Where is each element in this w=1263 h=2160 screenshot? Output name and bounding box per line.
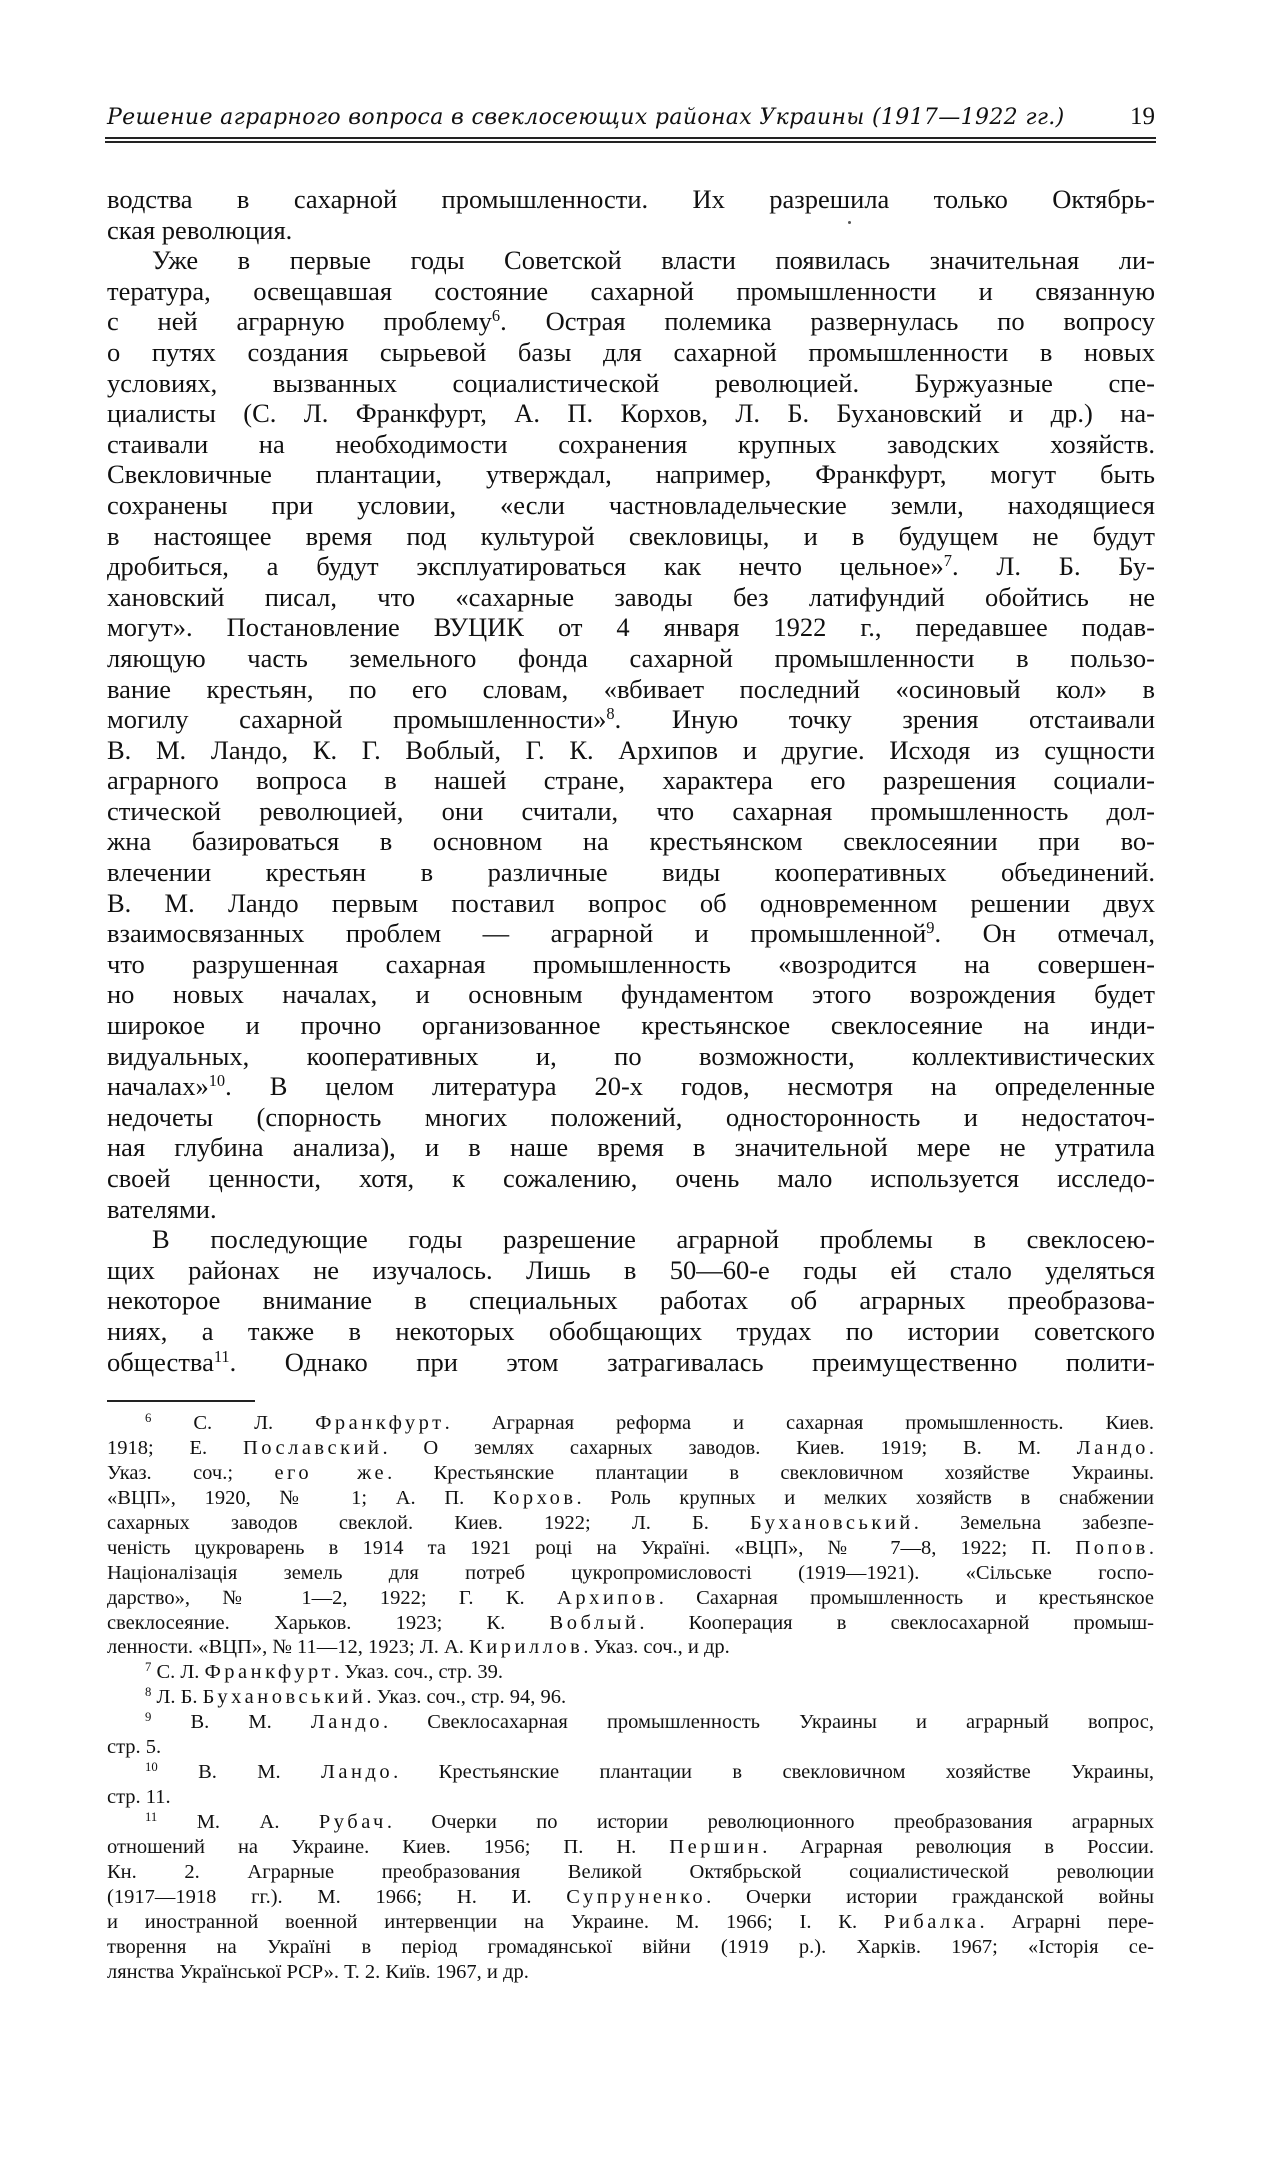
text-line: своей ценности, хотя, к сожалению, очень мало используется исследо- [107, 1163, 1155, 1193]
text-line: могут». Постановление ВУЦИК от 4 января 1922 г., передавшее подав- [107, 612, 1155, 643]
text-line: ниях, а также в некоторых обобщающих трудах по истории советского [107, 1315, 1155, 1346]
text-line: ская революция. [107, 214, 293, 245]
text-fragment: С. Л. [156, 1661, 205, 1684]
text-fragment: . Роль крупных и мелких хозяйств в снабжении [576, 1486, 1154, 1509]
text-fragment: ленности. «ВЦП», № 11—12, 1923; Л. А. [107, 1636, 470, 1659]
footnote-line: стр. 11. [107, 1786, 171, 1809]
text-line: жна базироваться в основном на крестьянском свеклосеянии при во- [107, 826, 1155, 857]
text-line: что разрушенная сахарная промышленность «возродится на совершен- [107, 948, 1155, 979]
author-name: Воблый [549, 1611, 640, 1634]
author-name: Супруненко [566, 1885, 707, 1908]
footnote-8 [107, 1685, 1154, 1710]
footnote-ref: 6 [491, 306, 501, 326]
footnote-6 [107, 1411, 1154, 1436]
text-fragment: и иностранной военной интервенции на Украине. М. 1966; І. К. [107, 1910, 884, 1933]
text-fragment: . В целом литература 20-х годов, несмотря на определенные [225, 1071, 1155, 1102]
text-fragment: началах» [107, 1071, 209, 1102]
text-fragment: . Сахарная промышленность и крестьянское [658, 1586, 1154, 1609]
text-fragment: 1918; Е. [107, 1436, 243, 1459]
text-line: широкое и прочно организованное крестьянское свеклосеяние на инди- [107, 1010, 1155, 1041]
text-line: В последующие годы разрешение аграрной проблемы в свеклосею- [152, 1224, 1155, 1255]
text-line: недочеты (спорность многих положений, односторонность и недостаточ- [107, 1101, 1155, 1132]
text-fragment: взаимосвязанных проблем — аграрной и промышленной [107, 918, 927, 949]
text-line: некоторое внимание в специальных работах об аграрных преобразова- [107, 1285, 1155, 1316]
text-line: щих районах не изучалось. Лишь в 50—60-е годы ей стало уделяться [107, 1254, 1155, 1285]
text-fragment: . Аграрная реформа и сахарная промышленность. Киев. [444, 1412, 1155, 1434]
footnote-ref: 8 [606, 704, 615, 724]
text-fragment: дарство», № 1—2, 1922; Г. К. [107, 1586, 558, 1609]
text-fragment: . Очерки по истории революционного преобразования аграрных [386, 1811, 1154, 1833]
text-fragment: . Л. Б. Бу- [951, 551, 1155, 582]
footnote-ref: 7 [943, 551, 952, 571]
text-line: видуальных, кооперативных и, по возможности, коллективистических [107, 1040, 1155, 1071]
text-fragment: (1917—1918 гг.). М. 1966; Н. И. [107, 1885, 567, 1908]
text-line [107, 1071, 1155, 1102]
text-line: В. М. Ландо первым поставил вопрос об одновременном решении двух [107, 887, 1155, 918]
text-fragment: отношений на Украине. Киев. 1956; П. Н. [107, 1835, 670, 1858]
text-line: стаивали на необходимости сохранения крупных заводских хозяйств. [107, 428, 1155, 459]
footnote-line: Націоналізація земель для потреб цукропромисловості (1919—1921). «Сільське госпо- [107, 1561, 1154, 1584]
footnote-line [107, 1635, 1154, 1660]
text-line: Свекловичные плантации, утверждал, например, Франкфурт, могут быть [107, 459, 1155, 490]
footnote-line: лянства Української РСР». Т. 2. Київ. 1967, и др. [107, 1960, 529, 1983]
text-line: условиях, вызванных социалистической революцией. Буржуазные спе- [107, 367, 1155, 398]
author-name: Франкфурт [204, 1661, 334, 1684]
text-line: В. М. Ландо, К. Г. Воблый, Г. К. Архипов и другие. Исходя из сущности [107, 734, 1155, 765]
footnote-line [107, 1910, 1154, 1935]
footnote-ref: 10 [208, 1071, 226, 1091]
text-fragment: . Аграрная революция в России. [762, 1835, 1154, 1858]
text-line: вателями. [107, 1193, 217, 1224]
text-fragment: «ВЦП», 1920, № 1; А. П. [107, 1486, 493, 1509]
text-fragment: С. Л. [193, 1412, 316, 1434]
author-name: Пославский [242, 1436, 383, 1459]
footnote-line: стр. 5. [107, 1736, 162, 1759]
footnote-number: 10 [145, 1760, 158, 1775]
text-fragment: М. А. [196, 1811, 319, 1833]
text-fragment: В. М. [198, 1761, 322, 1784]
text-fragment: могилу сахарной промышленности» [107, 704, 607, 735]
text-fragment: . О землях сахарных заводов. Киев. 1919; В. М. [382, 1436, 1077, 1459]
footnote-11 [107, 1810, 1154, 1835]
text-line: тература, освещавшая состояние сахарной промышленности и связанную [107, 275, 1155, 306]
author-name: Архипов [557, 1586, 659, 1609]
footnote-7 [107, 1660, 1154, 1685]
text-line: вание крестьян, по его словам, «вбивает последний «осиновый кол» в [107, 673, 1155, 704]
footnote-number: 8 [145, 1685, 152, 1700]
author-name: Кириллов [469, 1636, 584, 1659]
text-fragment: сахарных заводов свеклой. Киев. 1922; Л. Б. [107, 1511, 751, 1534]
text-line: стической революцией, они считали, что сахарная промышленность дол- [107, 795, 1155, 826]
text-fragment: . Он отмечал, [934, 918, 1155, 949]
author-name: Бухановський [750, 1511, 914, 1534]
text-fragment: . Земельна забезпе- [913, 1511, 1154, 1534]
text-fragment: . Острая полемика развернулась по вопросу [500, 306, 1155, 337]
footnote-line [107, 1835, 1154, 1860]
text-line: ляющую часть земельного фонда сахарной промышленности в пользо- [107, 642, 1155, 673]
author-name: Бухановський [202, 1686, 367, 1709]
author-name: Рубач [318, 1811, 387, 1833]
footnote-line [107, 1511, 1154, 1536]
running-header [107, 102, 1155, 132]
text-fragment: . Указ. соч., и др. [583, 1636, 730, 1659]
footnote-number: 9 [145, 1710, 152, 1725]
author-name: Ландо [310, 1711, 384, 1734]
text-line: влечении крестьян в различные виды кооперативных объединений. [107, 857, 1155, 888]
text-line: водства в сахарной промышленности. Их разрешила только Октябрь- [107, 184, 1155, 214]
footnote-line [107, 1486, 1154, 1511]
text-fragment: . Крестьянские плантации в свекловичном хозяйстве Украины, [393, 1761, 1154, 1784]
text-fragment: . Крестьянские плантации в свекловичном хозяйстве Украины. [387, 1461, 1154, 1484]
text-fragment: . Очерки истории гражданской войны [706, 1885, 1154, 1908]
footnote-line: творення на Україні в період громадянської війни (1919 р.). Харків. 1967; «Історія се- [107, 1935, 1154, 1958]
text-line: но новых началах, и основным фундаментом этого возрождения будет [107, 979, 1155, 1010]
text-fragment: . Аграрні пере- [979, 1910, 1154, 1933]
footnote-line [107, 1611, 1154, 1636]
footnote-ref: 11 [213, 1346, 230, 1366]
text-fragment: . Указ. соч., стр. 94, 96. [366, 1686, 567, 1709]
text-line: ная глубина анализа), и в наше время в значительной мере не утратила [107, 1132, 1155, 1163]
text-fragment: ченість цукроварень в 1914 та 1921 році на Україні. «ВЦП», № 7—8, 1922; П. [107, 1536, 1076, 1559]
footnote-separator [107, 1400, 255, 1402]
header-rule-bottom [105, 141, 1156, 143]
author-name: Франкфурт [315, 1412, 445, 1434]
text-fragment: . Однако при этом затрагивалась преимущественно полити- [229, 1346, 1155, 1377]
footnote-line: ченість цукроварень в 1914 та 1921 році на Україні. «ВЦП», № 7—8, 1922; П. Попов. [107, 1536, 1154, 1559]
text-fragment: общества [107, 1346, 214, 1377]
footnote-9 [107, 1710, 1154, 1735]
running-title: Решение аграрного вопроса в свеклосеющих районах Украины (1917—1922 гг.) [107, 105, 1065, 130]
text-line: хановский писал, что «сахарные заводы без латифундий обойтись не [107, 581, 1155, 612]
footnote-number: 6 [145, 1411, 152, 1426]
footnote-line [107, 1461, 1154, 1486]
text-line [107, 306, 1155, 337]
footnote-line: 1918; Е. Пославский. О землях сахарных заводов. Киев. 1919; В. М. Ландо. [107, 1436, 1154, 1459]
author-name: его же [274, 1461, 388, 1484]
footnote-number: 11 [145, 1810, 158, 1825]
footnote-10 [107, 1760, 1154, 1785]
text-line [107, 551, 1155, 582]
author-name: Рибалка [883, 1910, 980, 1933]
text-line [107, 918, 1155, 949]
text-fragment: . Иную точку зрения отстаивали [614, 704, 1155, 735]
text-line: в настоящее время под культурой свекловицы, и в будущем не будут [107, 520, 1155, 551]
footnote-ref: 9 [926, 918, 935, 938]
text-line: о путях создания сырьевой базы для сахарной промышленности в новых [107, 336, 1155, 367]
text-line [107, 1347, 1155, 1378]
author-name: Ландо [321, 1761, 394, 1784]
footnote-line: Кн. 2. Аграрные преобразования Великой Октябрьской социалистической революции [107, 1860, 1154, 1883]
header-rule-top [105, 137, 1156, 139]
text-line: сохранены при условии, «если частновладельческие земли, находящиеся [107, 489, 1155, 520]
text-line: Уже в первые годы Советской власти появилась значительная ли- [152, 245, 1155, 276]
text-fragment: . Кооперация в свеклосахарной промыш- [639, 1611, 1154, 1634]
author-name: Першин [669, 1835, 763, 1858]
author-name: Ландо [1076, 1436, 1149, 1459]
text-fragment: . Свеклосахарная промышленность Украины и аграрный вопрос, [383, 1711, 1154, 1734]
text-fragment: Л. Б. [156, 1686, 203, 1709]
author-name: Корхов [492, 1486, 577, 1509]
footnotes [107, 1411, 1154, 1985]
text-fragment: Указ. соч.; [107, 1461, 275, 1484]
text-line [107, 704, 1155, 735]
footnote-line [107, 1586, 1154, 1611]
text-fragment: В. М. [190, 1711, 311, 1734]
text-fragment: дробиться, а будут эксплуатироваться как нечто цельное» [107, 551, 944, 582]
text-line: аграрного вопроса в нашей стране, характера его разрешения социали- [107, 765, 1155, 796]
text-line: циалисты (С. Л. Франкфурт, А. П. Корхов, Л. Б. Бухановский и др.) на- [107, 398, 1155, 429]
footnote-number: 7 [145, 1660, 152, 1675]
footnote-line [107, 1885, 1154, 1910]
text-fragment: . Указ. соч., стр. 39. [334, 1661, 503, 1684]
text-fragment: с ней аграрную проблему [107, 306, 492, 337]
page-number: 19 [1130, 103, 1155, 130]
main-text [107, 184, 1155, 1377]
author-name: Попов [1075, 1536, 1149, 1559]
text-fragment: свеклосеяние. Харьков. 1923; К. [107, 1611, 550, 1634]
